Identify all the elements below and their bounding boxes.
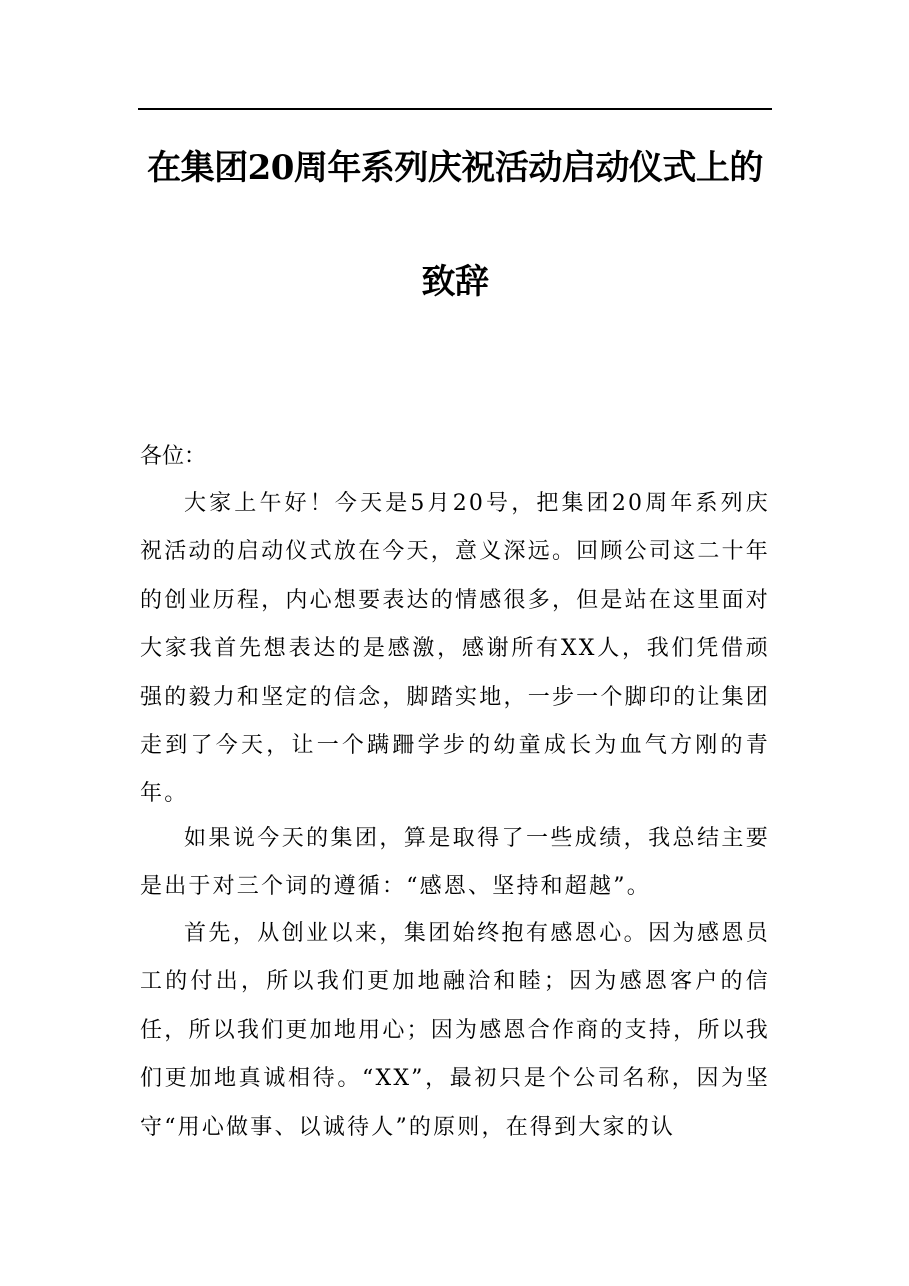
document-title-line-1: 在集团20周年系列庆祝活动启动仪式上的 xyxy=(147,148,763,188)
document-title-line-2: 致辞 xyxy=(421,262,489,302)
paragraph-1: 大家上午好！今天是5月20号，把集团20周年系列庆祝活动的启动仪式放在今天，意义深远。回顾公司这二十年的创业历程，内心想要表达的情感很多，但是站在这里面对大家我首先想表达的是感激，感谢所有XX人，我们凭借顽强的毅力和坚定的信念，脚踏实地，一步一个脚印的让集团走到了今天，让一个蹒跚学步的幼童成长为血气方刚的青年。 xyxy=(140,491,770,807)
paragraph-2: 如果说今天的集团，算是取得了一些成绩，我总结主要是出于对三个词的遵循：“感恩、坚持和超越”。 xyxy=(140,826,770,900)
header-rule xyxy=(138,108,772,110)
paragraph-3: 首先，从创业以来，集团始终抱有感恩心。因为感恩员工的付出，所以我们更加地融洽和睦；因为感恩客户的信任，所以我们更加地用心；因为感恩合作商的支持，所以我们更加地真诚相待。“XX”，最初只是个公司名称，因为坚守“用心做事、以诚待人”的原则，在得到大家的认 xyxy=(140,921,770,1140)
salutation: 各位： xyxy=(140,444,207,469)
